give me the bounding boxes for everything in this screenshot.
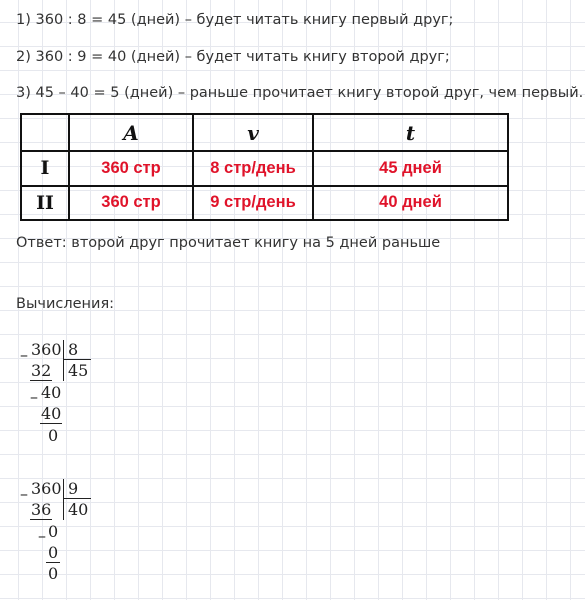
- table-header-row: [21, 114, 508, 151]
- subtrahend-2: 0: [48, 543, 59, 562]
- cell-t: 40 дней: [313, 186, 508, 220]
- divisor-underline: [63, 359, 91, 360]
- subtrahend-2: 40: [41, 404, 62, 423]
- table-row: [21, 151, 508, 185]
- remainder-1: 40: [41, 383, 62, 402]
- division-bar: [63, 340, 64, 381]
- cell-t: 45 дней: [313, 151, 508, 185]
- solution-step-2: 2) 360 : 9 = 40 (дней) – будет читать книгу второй друг;: [16, 49, 450, 65]
- subtraction-line: [46, 562, 60, 563]
- cell-a: 360 стр: [69, 186, 193, 220]
- subtrahend-1: 32: [31, 361, 52, 380]
- answer-text: Ответ: второй друг прочитает книгу на 5 дней раньше: [16, 235, 441, 251]
- table-row: [21, 186, 508, 220]
- dividend: 360: [31, 479, 62, 498]
- dividend: 360: [31, 340, 62, 359]
- minus-sign: –: [30, 387, 38, 406]
- subtraction-line: [40, 423, 62, 424]
- divisor: 8: [68, 340, 79, 359]
- cell-v: 9 стр/день: [193, 186, 313, 220]
- quotient: 45: [68, 361, 89, 380]
- minus-sign: –: [20, 484, 28, 503]
- divisor-underline: [63, 498, 91, 499]
- solution-step-1: 1) 360 : 8 = 45 (дней) – будет читать книгу первый друг;: [16, 12, 454, 28]
- subtrahend-1: 36: [31, 500, 52, 519]
- subtraction-line: [30, 519, 52, 520]
- divisor: 9: [68, 479, 79, 498]
- header-a: A: [69, 114, 193, 151]
- header-t: t: [313, 114, 508, 151]
- data-table: [20, 113, 509, 221]
- remainder-2: 0: [48, 564, 59, 583]
- minus-sign: –: [20, 345, 28, 364]
- calculations-title: Вычисления:: [16, 296, 115, 312]
- quotient: 40: [68, 500, 89, 519]
- solution-step-3: 3) 45 – 40 = 5 (дней) – раньше прочитает книгу второй друг, чем первый.: [16, 85, 584, 101]
- header-v: v: [193, 114, 313, 151]
- minus-sign: –: [38, 526, 46, 545]
- row-label: II: [21, 186, 69, 220]
- remainder-1: 0: [48, 522, 59, 541]
- cell-v: 8 стр/день: [193, 151, 313, 185]
- subtraction-line: [30, 380, 52, 381]
- division-bar: [63, 479, 64, 520]
- header-empty-cell: [21, 114, 69, 151]
- cell-a: 360 стр: [69, 151, 193, 185]
- remainder-2: 0: [48, 426, 59, 445]
- row-label: I: [21, 151, 69, 185]
